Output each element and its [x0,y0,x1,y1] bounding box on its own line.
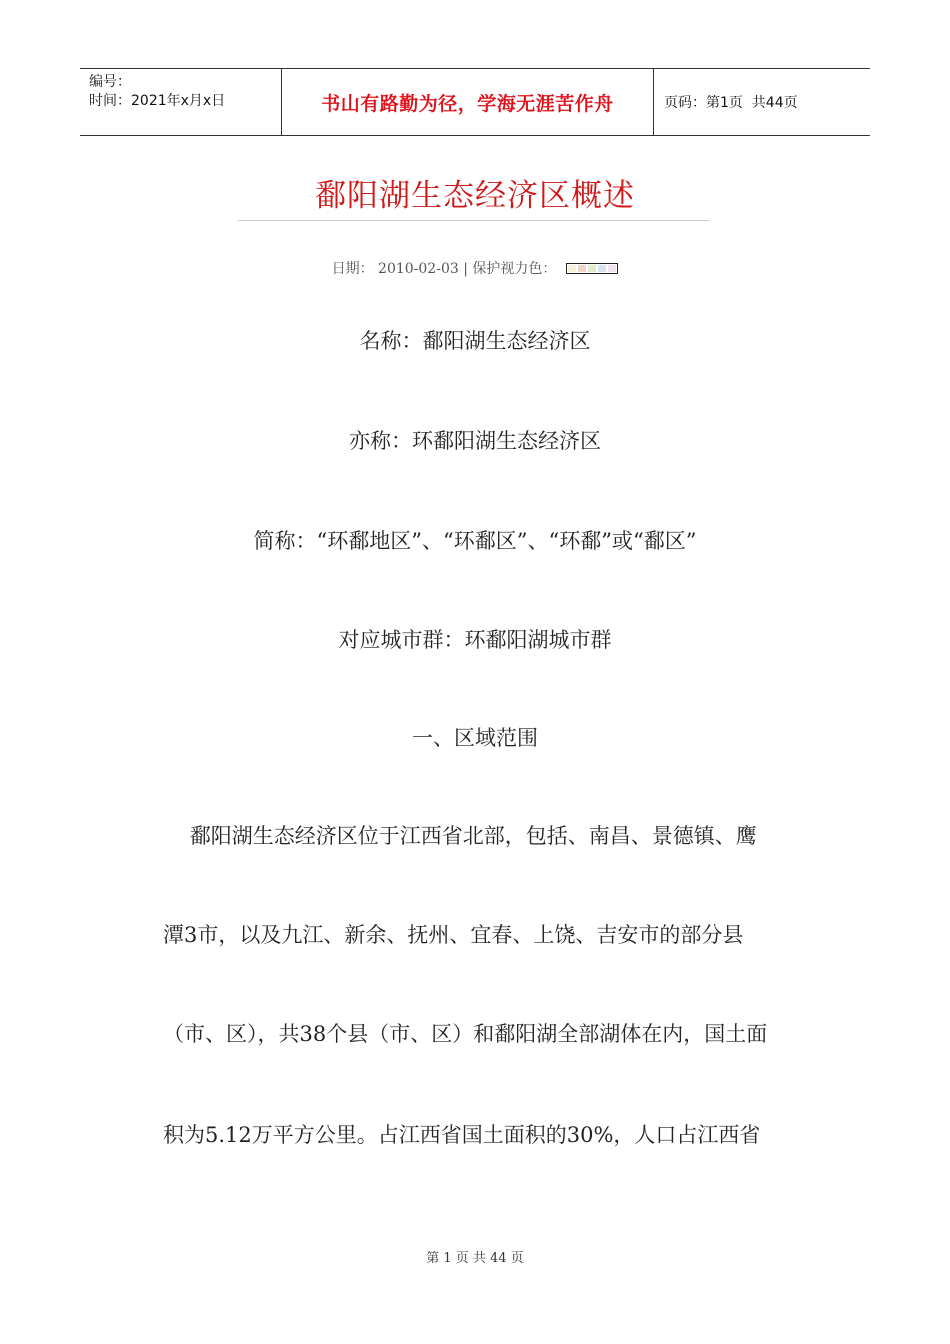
paragraph-line: 鄱阳湖生态经济区位于江西省北部，包括、南昌、景德镇、鹰 [163,824,757,848]
alias-line: 亦称：环鄱阳湖生态经济区 [349,429,601,453]
meta-date: 日期： 2010-02-03 | 保护视力色： [331,261,557,277]
color-swatch[interactable] [597,264,607,273]
color-swatch[interactable] [567,264,577,273]
document-header-table [80,68,870,136]
name-line: 名称：鄱阳湖生态经济区 [359,329,591,353]
page-footer: 第 1 页 共 44 页 [426,1251,524,1266]
document-meta [0,258,950,278]
header-motto-cell [281,69,654,135]
paragraph-line: 积为5.12万平方公里。占江西省国土面积的30%，人口占江西省 [163,1123,761,1147]
section-heading: 一、区域范围 [412,726,538,750]
city-group-line: 对应城市群：环鄱阳湖城市群 [338,628,612,652]
page-info: 页码：第1页 共44页 [664,95,798,111]
color-swatch[interactable] [607,264,617,273]
document-title: 鄱阳湖生态经济区概述 [315,178,635,214]
motto-text: 书山有路勤为径，学海无涯苦作舟 [321,92,614,115]
color-swatch[interactable] [577,264,587,273]
paragraph-line: 潭3市，以及九江、新余、抚州、宜春、上饶、吉安市的部分县 [163,923,744,947]
time-label: 时间：2021年x月x日 [89,93,226,109]
eye-protection-color-picker [566,263,618,274]
paragraph-line: （市、区），共38个县（市、区）和鄱阳湖全部湖体在内，国土面 [163,1022,768,1046]
title-divider [238,220,710,221]
header-meta-cell [80,69,281,135]
header-page-cell [654,69,870,135]
short-name-line: 简称：“环鄱地区”、“环鄱区”、“环鄱”或“鄱区” [253,529,697,553]
number-label: 编号： [89,74,131,90]
color-swatch[interactable] [587,264,597,273]
